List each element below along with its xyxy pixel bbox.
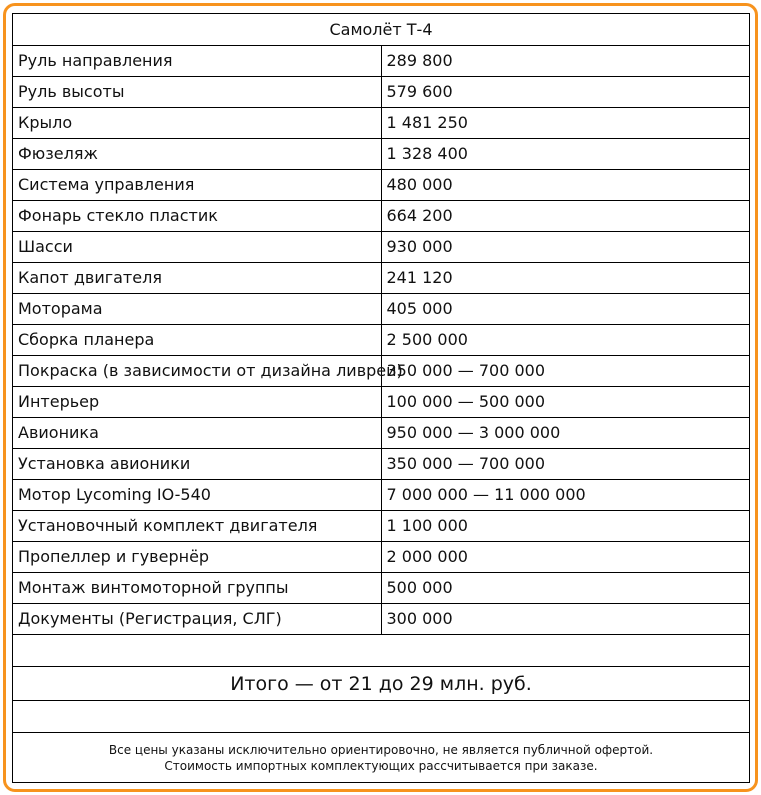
spacer-row-top <box>13 635 750 667</box>
table-row <box>13 77 750 108</box>
disclaimer-line-2: Стоимость импортных комплектующих рассчитывается при заказе. <box>164 758 598 773</box>
item-name: Сборка планера <box>13 325 382 356</box>
item-price: 1 328 400 <box>381 139 750 170</box>
item-name: Установка авионики <box>13 449 382 480</box>
item-name: Шасси <box>13 232 382 263</box>
item-name: Капот двигателя <box>13 263 382 294</box>
table-row <box>13 387 750 418</box>
item-price: 241 120 <box>381 263 750 294</box>
spacer-row-bottom <box>13 701 750 733</box>
table-row <box>13 294 750 325</box>
disclaimer <box>13 733 750 783</box>
table-row <box>13 542 750 573</box>
table-row <box>13 511 750 542</box>
item-price: 300 000 <box>381 604 750 635</box>
item-name: Покраска (в зависимости от дизайна ливреи) <box>13 356 382 387</box>
table-row <box>13 480 750 511</box>
table-row <box>13 108 750 139</box>
item-name: Мотор Lycoming IO-540 <box>13 480 382 511</box>
table-row <box>13 139 750 170</box>
item-price: 405 000 <box>381 294 750 325</box>
item-price: 950 000 — 3 000 000 <box>381 418 750 449</box>
item-price: 480 000 <box>381 170 750 201</box>
empty-cell <box>13 635 750 667</box>
item-name: Руль высоты <box>13 77 382 108</box>
table-row <box>13 356 750 387</box>
total-text: Итого — от 21 до 29 млн. руб. <box>13 667 750 701</box>
table-title: Самолёт Т-4 <box>13 14 750 46</box>
item-name: Руль направления <box>13 46 382 77</box>
item-price: 100 000 — 500 000 <box>381 387 750 418</box>
item-price: 664 200 <box>381 201 750 232</box>
item-name: Интерьер <box>13 387 382 418</box>
item-price: 2 500 000 <box>381 325 750 356</box>
table-row <box>13 604 750 635</box>
table-row <box>13 325 750 356</box>
item-price: 500 000 <box>381 573 750 604</box>
item-name: Документы (Регистрация, СЛГ) <box>13 604 382 635</box>
item-name: Крыло <box>13 108 382 139</box>
item-price: 289 800 <box>381 46 750 77</box>
table-row <box>13 449 750 480</box>
item-price: 930 000 <box>381 232 750 263</box>
item-name: Авионика <box>13 418 382 449</box>
item-name: Фонарь стекло пластик <box>13 201 382 232</box>
item-name: Фюзеляж <box>13 139 382 170</box>
table-row <box>13 170 750 201</box>
item-price: 1 481 250 <box>381 108 750 139</box>
item-price: 350 000 — 700 000 <box>381 449 750 480</box>
item-price: 1 100 000 <box>381 511 750 542</box>
empty-cell <box>13 701 750 733</box>
item-name: Система управления <box>13 170 382 201</box>
item-price: 7 000 000 — 11 000 000 <box>381 480 750 511</box>
table-row <box>13 263 750 294</box>
item-price: 2 000 000 <box>381 542 750 573</box>
item-name: Моторама <box>13 294 382 325</box>
item-name: Установочный комплект двигателя <box>13 511 382 542</box>
total-row <box>13 667 750 701</box>
table-row <box>13 573 750 604</box>
table-row <box>13 232 750 263</box>
disclaimer-line-1: Все цены указаны исключительно ориентировочно, не является публичной офертой. <box>108 742 654 757</box>
table-row <box>13 201 750 232</box>
item-price: 350 000 — 700 000 <box>381 356 750 387</box>
item-price: 579 600 <box>381 77 750 108</box>
price-table <box>12 13 750 783</box>
item-name: Пропеллер и гувернёр <box>13 542 382 573</box>
table-row <box>13 46 750 77</box>
disclaimer-row <box>13 733 750 783</box>
item-name: Монтаж винтомоторной группы <box>13 573 382 604</box>
table-row <box>13 418 750 449</box>
table-title-row <box>13 14 750 46</box>
